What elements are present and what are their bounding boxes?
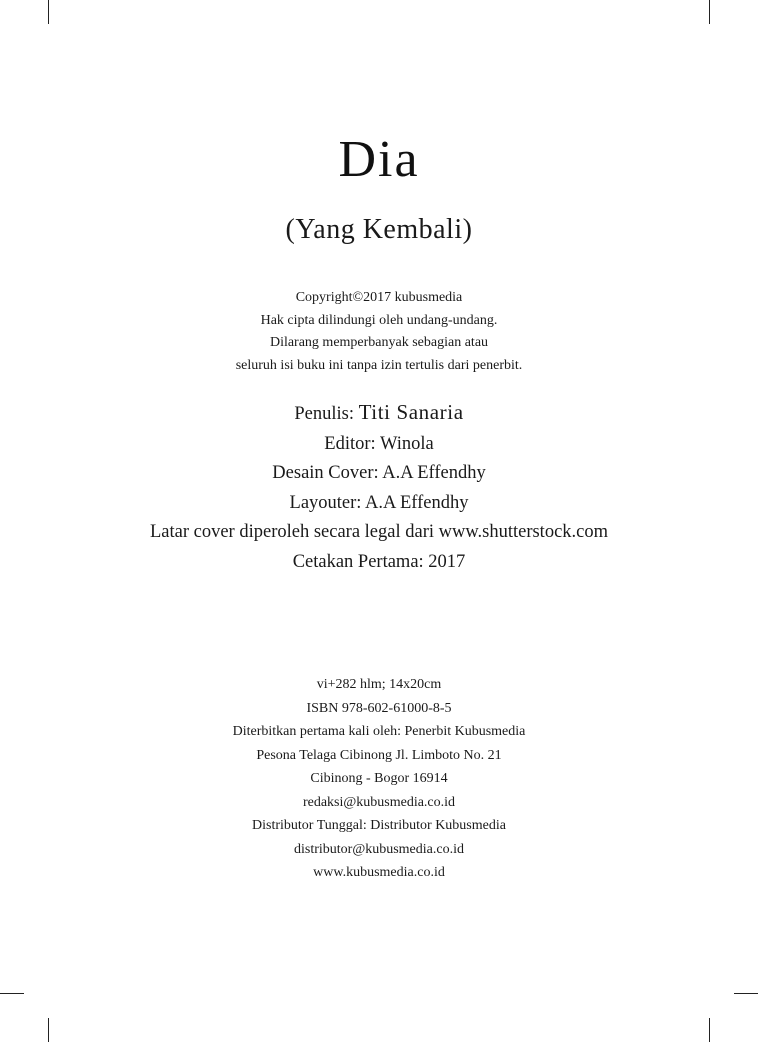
redaksi-email: redaksi@kubusmedia.co.id (302, 794, 456, 810)
crop-mark-top-right (709, 0, 710, 24)
publisher: Diterbitkan pertama kali oleh: Penerbit Kubusmedia (232, 724, 526, 739)
credits (0, 398, 758, 577)
copyright-line: Copyright©2017 kubusmedia (295, 290, 463, 305)
cover-design-credit: Desain Cover: A.A Effendhy (272, 463, 486, 483)
author-credit (0, 398, 758, 430)
copyright-notice (0, 287, 758, 377)
editor-credit: Editor: Winola (324, 433, 434, 454)
first-print-credit: Cetakan Pertama: 2017 (292, 551, 466, 572)
isbn: ISBN 978-602-61000-8-5 (306, 700, 452, 716)
cover-background-credit: Latar cover diperoleh secara legal dari www.shutterstock.com (149, 522, 609, 542)
website: www.kubusmedia.co.id (313, 865, 445, 880)
crop-mark-bottom-left (48, 1018, 49, 1042)
crop-mark-left-middle (0, 993, 24, 994)
copyright-line: Dilarang memperbanyak sebagian atau (269, 335, 489, 350)
distributor-email: distributor@kubusmedia.co.id (294, 841, 464, 857)
pages-size: vi+282 hlm; 14x20cm (316, 677, 442, 692)
layouter-credit: Layouter: A.A Effendhy (289, 492, 469, 513)
crop-mark-right-middle (734, 993, 758, 994)
book-subtitle: (Yang Kembali) (285, 214, 473, 245)
address-line: Cibinong - Bogor 16914 (310, 771, 448, 786)
address-line: Pesona Telaga Cibinong Jl. Limboto No. 21 (256, 747, 502, 763)
author-name: Titi Sanaria (358, 400, 464, 424)
copyright-line: Hak cipta dilindungi oleh undang-undang. (260, 312, 498, 328)
crop-mark-bottom-right (709, 1018, 710, 1042)
publication-info (0, 673, 758, 885)
book-title: Dia (338, 131, 420, 188)
crop-mark-top-left (48, 0, 49, 24)
copyright-line: seluruh isi buku ini tanpa izin tertulis dari penerbit. (235, 357, 523, 373)
author-label: Penulis: (294, 404, 359, 424)
distributor: Distributor Tunggal: Distributor Kubusmedia (252, 818, 506, 833)
